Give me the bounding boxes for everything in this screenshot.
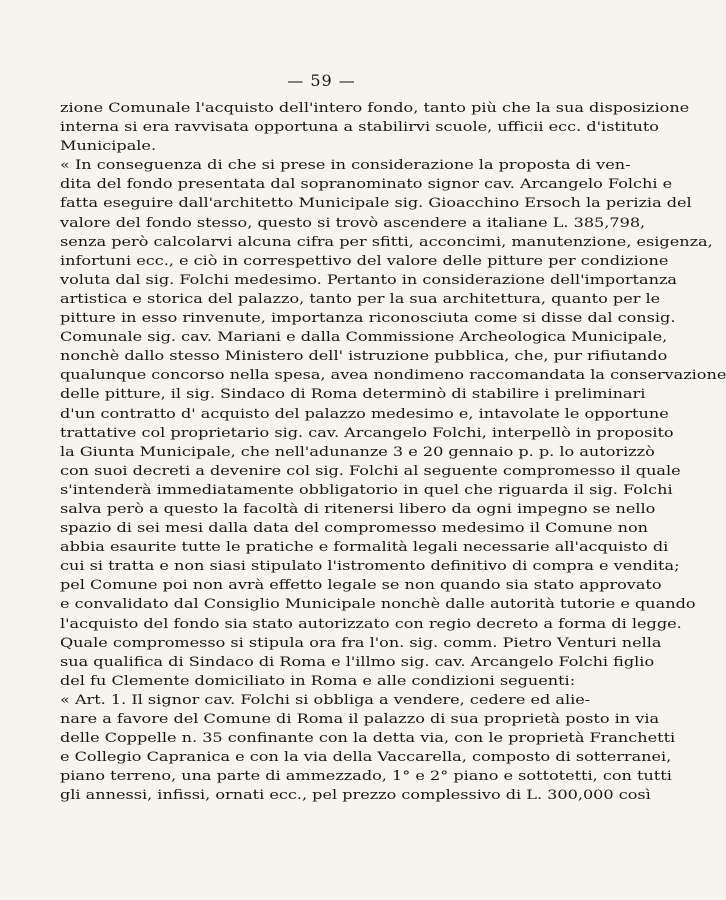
text-line: valore del fondo stesso, questo si trovò ascendere a italiane L. 385,798, <box>60 215 646 231</box>
text-line: dita del fondo presentata dal sopranominato signor cav. Arcangelo Folchi e <box>60 177 673 193</box>
text-line: gli annessi, infissi, ornati ecc., pel prezzo complessivo di L. 300,000 così <box>60 788 651 804</box>
text-line: la Giunta Municipale, che nell'adunanze 3 e 20 gennaio p. p. lo autorizzò <box>60 444 655 460</box>
text-line: nare a favore del Comune di Roma il palazzo di sua proprietà posto in via <box>60 712 660 727</box>
text-line: voluta dal sig. Folchi medesimo. Pertanto in considerazione dell'importanza <box>60 272 678 288</box>
text-line: abbia esaurite tutte le pratiche e formalità legali necessarie all'acquisto di <box>60 540 669 556</box>
text-line: e convalidato dal Consiglio Municipale nonchè dalle autorità tutorie e quando <box>60 597 696 613</box>
text-line: s'intenderà immediatamente obbligatorio in quel che riguarda il sig. Folchi <box>60 482 673 498</box>
text-line: del fu Clemente domiciliato in Roma e alle condizioni seguenti: <box>60 673 576 689</box>
text-line: qualunque concorso nella spesa, avea nondimeno raccomandata la conservazione <box>60 368 726 384</box>
text-line: sua qualifica di Sindaco di Roma e l'illmo sig. cav. Arcangelo Folchi figlio <box>60 654 655 670</box>
text-line: Quale compromesso si stipula ora fra l'on. sig. comm. Pietro Venturi nella <box>60 635 662 651</box>
text-line: delle Coppelle n. 35 confinante con la detta via, con le proprietà Franchetti <box>60 731 676 747</box>
page-number: — 59 — <box>287 71 356 90</box>
text-line: spazio di sei mesi dalla data del compromesso medesimo il Comune non <box>60 521 648 537</box>
text-line: zione Comunale l'acquisto dell'intero fondo, tanto più che la sua disposizione <box>60 101 690 116</box>
text-line: fatta eseguire dall'architetto Municipale sig. Gioacchino Ersoch la perizia del <box>60 196 692 212</box>
text-line: salva però a questo la facoltà di ritenersi libero da ogni impegno se nello <box>60 501 656 517</box>
text-line: « In conseguenza di che si prese in considerazione la proposta di ven- <box>60 158 631 174</box>
text-line: cui si tratta e non siasi stipulato l'istromento definitivo di compra e vendita; <box>60 559 680 575</box>
text-line: d'un contratto d' acquisto del palazzo medesimo e, intavolate le opportune <box>60 406 669 422</box>
text-line: infortuni ecc., e ciò in correspettivo del valore delle pitture per condizione <box>60 253 669 269</box>
text-line: interna si era ravvisata opportuna a stabilirvi scuole, ufficii ecc. d'istituto <box>60 120 659 136</box>
text-line: nonchè dallo stesso Ministero dell' istruzione pubblica, che, pur rifiutando <box>60 349 668 365</box>
text-line: pel Comune poi non avrà effetto legale se non quando sia stato approvato <box>60 578 662 594</box>
text-line: pitture in esso rinvenute, importanza riconosciuta come si disse dal consig. <box>60 311 676 327</box>
text-line: senza però calcolarvi alcuna cifra per sfitti, acconcimi, manutenzione, esigenza, <box>60 234 713 250</box>
text-line: delle pitture, il sig. Sindaco di Roma determinò di stabilire i preliminari <box>60 387 646 403</box>
text-line: Comunale sig. cav. Mariani e dalla Commissione Archeologica Municipale, <box>60 330 668 346</box>
body-text <box>60 99 726 805</box>
text-line: e Collegio Capranica e con la via della Vaccarella, composto di sotterranei, <box>60 750 672 766</box>
text-line: artistica e storica del palazzo, tanto per la sua architettura, quanto per le <box>60 291 661 307</box>
text-line: Municipale. <box>60 139 157 155</box>
text-line: « Art. 1. Il signor cav. Folchi si obbliga a vendere, cedere ed alie- <box>60 692 591 708</box>
text-line: trattative col proprietario sig. cav. Arcangelo Folchi, interpellò in proposito <box>60 425 674 441</box>
text-line: con suoi decreti a devenire col sig. Folchi al seguente compromesso il quale <box>60 463 681 479</box>
text-line: l'acquisto del fondo sia stato autorizzato con regio decreto a forma di legge. <box>60 616 682 632</box>
text-line: piano terreno, una parte di ammezzado, 1° e 2° piano e sottotetti, con tutti <box>60 769 672 785</box>
